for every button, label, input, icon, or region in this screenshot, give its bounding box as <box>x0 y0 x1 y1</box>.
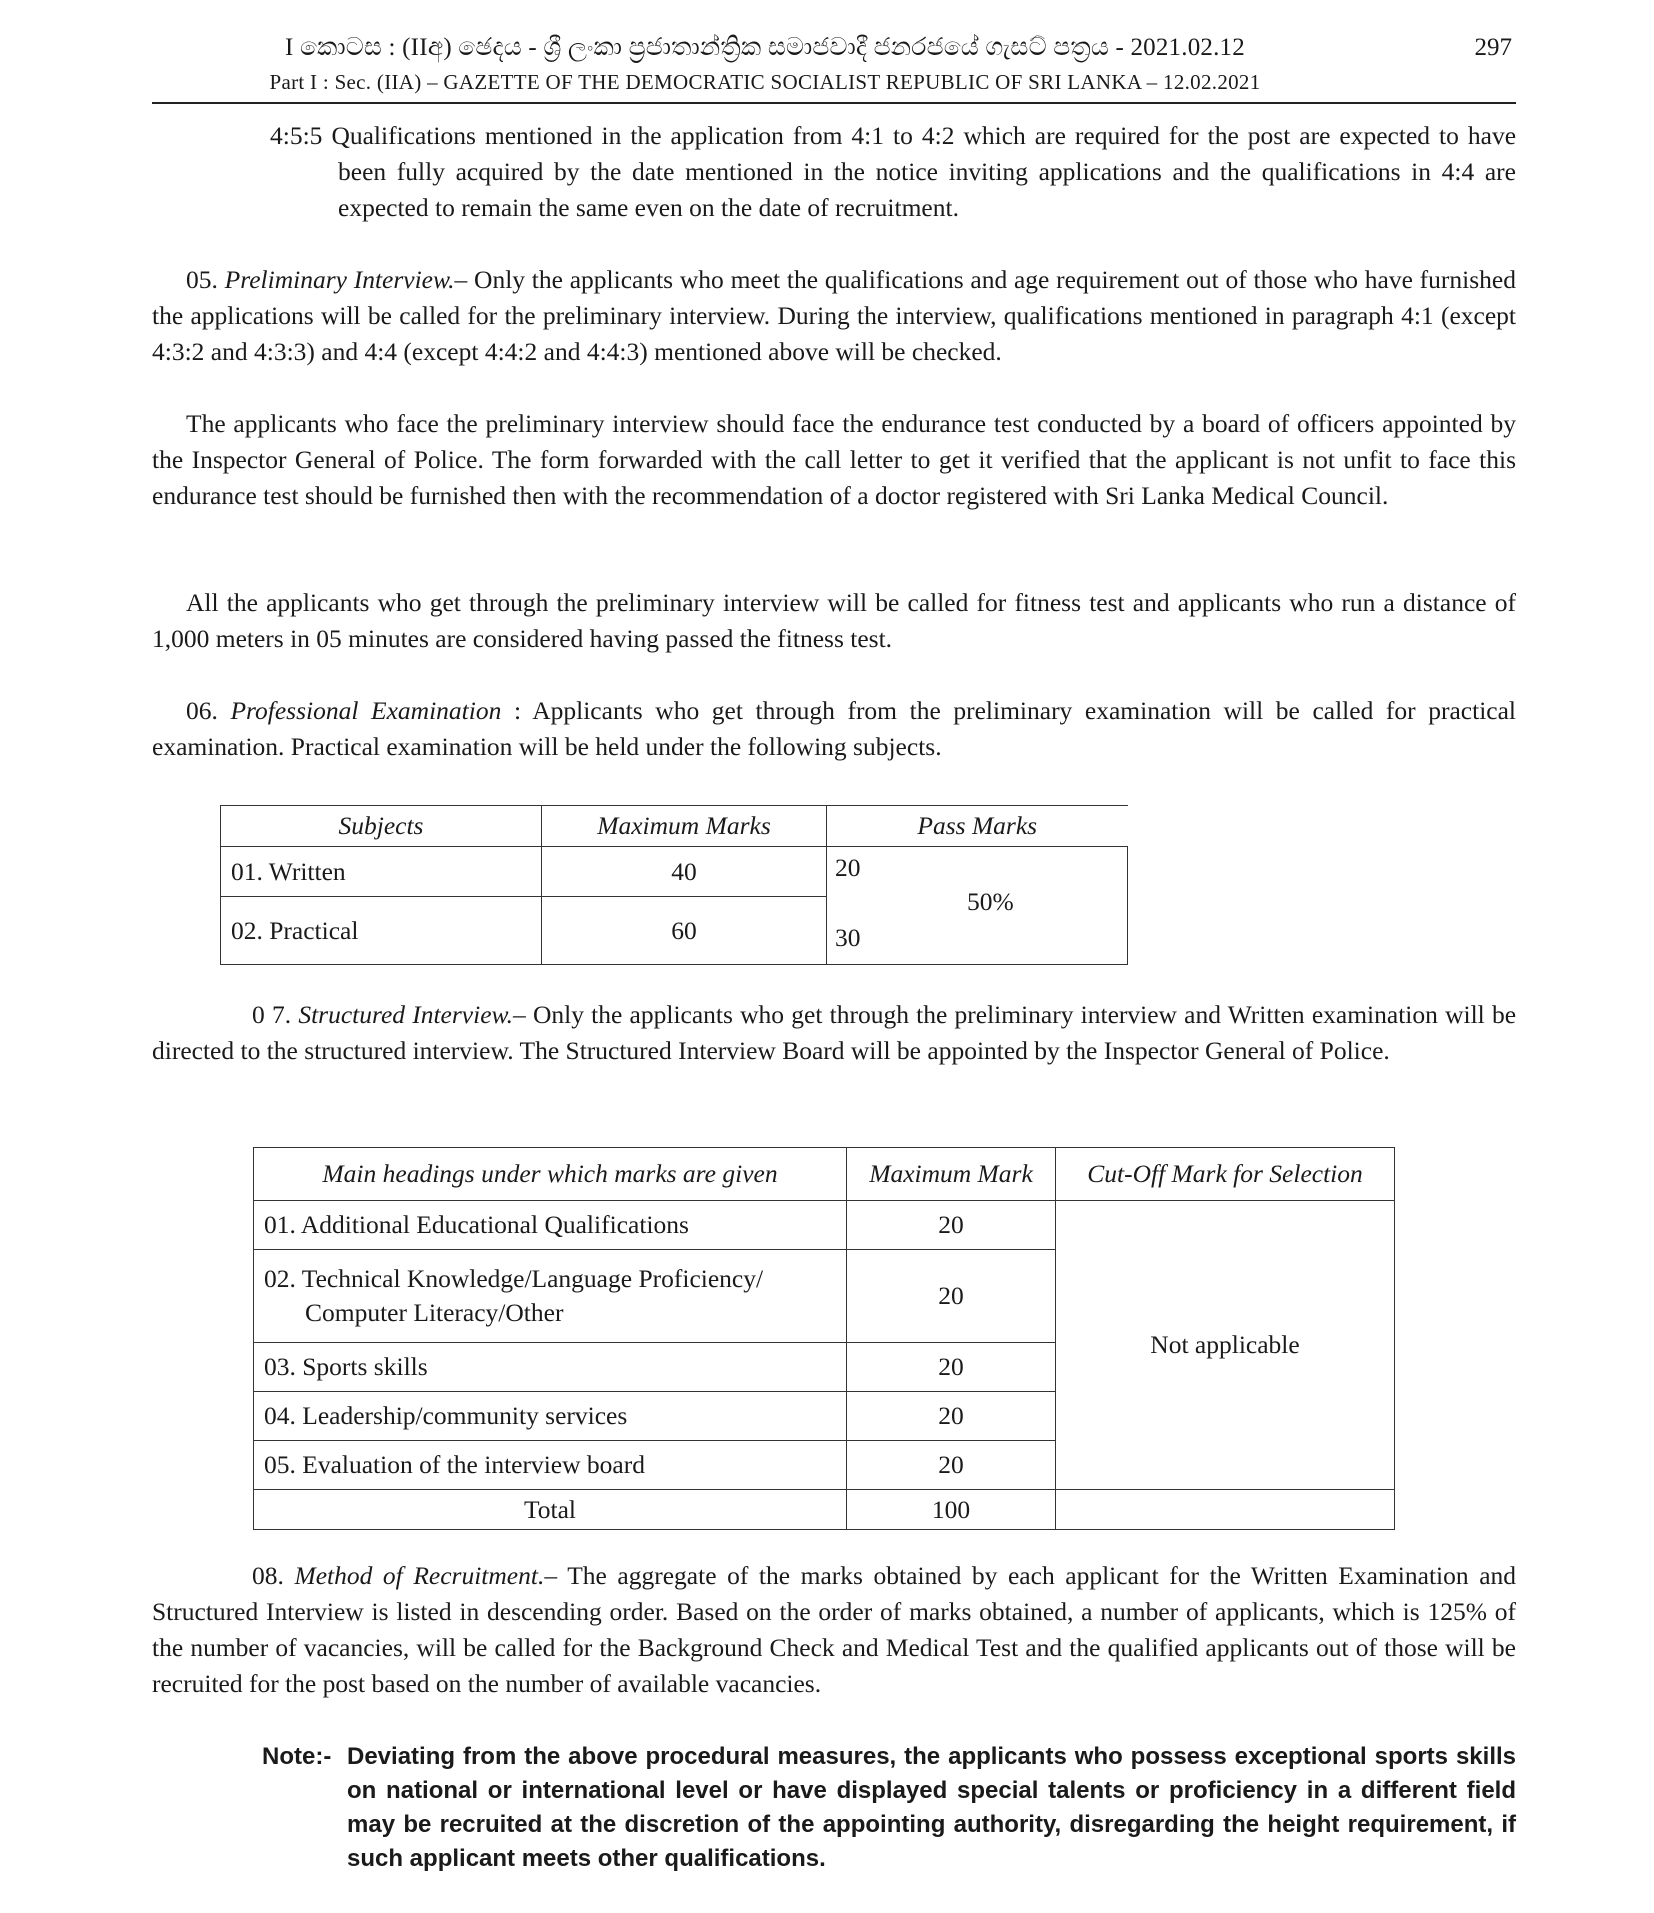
total-row <box>254 1490 1395 1530</box>
note-label: Note:- <box>262 1743 332 1770</box>
column-header: Subjects <box>221 806 542 847</box>
paragraph-number: 4:5:5 <box>270 121 323 150</box>
column-header: Maximum Mark <box>847 1148 1056 1201</box>
table-row <box>221 847 1128 897</box>
max-mark-cell: 20 <box>847 1392 1056 1441</box>
heading-cell: 05. Evaluation of the interview board <box>254 1441 847 1490</box>
section-text: – The aggregate of the marks obtained by each applicant for the Written Examination and Structured Interview is listed in descending order. Based on the order of marks obtained, a number of applicants, which is 125% of the number of vacancies, will be called for the Background Check and Medical Test and the qualified applicants out of those will be recruited for the post based on the number of available vacancies. <box>152 1561 1517 1698</box>
section-07 <box>152 997 1516 1069</box>
pass-percent: 50% <box>967 887 1014 916</box>
total-label: Total <box>254 1490 847 1530</box>
heading-cell <box>254 1250 847 1343</box>
max-marks-cell: 40 <box>542 847 827 897</box>
column-header: Maximum Marks <box>542 806 827 847</box>
section-05 <box>152 262 1516 370</box>
section-title: Method of Recruitment. <box>294 1561 545 1590</box>
max-mark-cell: 20 <box>847 1250 1056 1343</box>
table-header-row <box>221 806 1128 847</box>
page-number: 297 <box>1474 34 1512 61</box>
table-row <box>254 1201 1395 1250</box>
gazette-header-sinhala: I කොටස : (IIඅ) ඡෙදය - ශ්‍රී ලංකා ප්‍රජාතාන්ත්‍රික සමාජවාදී ජනරජයේ ගැසට් පත්‍රය - 2021.02.12 <box>285 34 1245 61</box>
section-08 <box>152 1558 1516 1702</box>
max-mark-cell: 20 <box>847 1441 1056 1490</box>
paragraph-4-5-5 <box>270 118 1516 226</box>
empty-cell <box>1056 1490 1395 1530</box>
column-header: Main headings under which marks are given <box>254 1148 847 1201</box>
section-title: Structured Interview. <box>298 1000 514 1029</box>
section-title: Preliminary Interview. <box>224 265 455 294</box>
max-marks-cell: 60 <box>542 897 827 965</box>
section-05-para-2: The applicants who face the preliminary interview should face the endurance test conducted by a board of officers appointed by the Inspector General of Police. The form forwarded with the call letter to get it verified that the applicant is not unfit to face this endurance test should be furnished then with the recommendation of a doctor registered with Sri Lanka Medical Council. <box>152 409 1516 510</box>
section-05-para-3: All the applicants who get through the preliminary interview will be called for fitness test and applicants who run a distance of 1,000 meters in 05 minutes are considered having passed the fitness test. <box>152 588 1516 653</box>
section-number: 06. <box>186 696 218 725</box>
heading-line-1: 02. Technical Knowledge/Language Proficiency/ <box>264 1264 764 1293</box>
subject-cell: 02. Practical <box>221 897 542 965</box>
pass-mark-practical: 30 <box>835 923 861 952</box>
heading-cell: 04. Leadership/community services <box>254 1392 847 1441</box>
max-mark-cell: 20 <box>847 1201 1056 1250</box>
section-06 <box>152 693 1516 765</box>
section-text: – Only the applicants who get through the preliminary interview and Written examination will be directed to the structured interview. The Structured Interview Board will be appointed by the Inspector General of Police. <box>152 1000 1517 1065</box>
pass-mark-written: 20 <box>835 853 861 882</box>
section-number: 08. <box>252 1561 284 1590</box>
section-text: : Applicants who get through from the preliminary examination will be called for practical examination. Practical examination will be held under the following subjects. <box>152 696 1517 761</box>
note-text: Deviating from the above procedural measures, the applicants who possess exceptional sports skills on national or international level or have displayed special talents or proficiency in a different field may be recruited at the discretion of the appointing authority, disregarding the height requirement, if such applicant meets other qualifications. <box>347 1743 1516 1872</box>
structured-interview-table <box>253 1147 1395 1530</box>
paragraph-text: Qualifications mentioned in the application from 4:1 to 4:2 which are required for the post are expected to have been fully acquired by the date mentioned in the notice inviting applications and the qualifications in 4:4 are expected to remain the same even on the date of recruitment. <box>331 121 1517 222</box>
heading-line-2: Computer Literacy/Other <box>305 1298 564 1327</box>
cutoff-cell: Not applicable <box>1056 1201 1395 1490</box>
section-number: 0 7. <box>252 1000 292 1029</box>
section-text: – Only the applicants who meet the qualifications and age requirement out of those who have furnished the applications will be called for the preliminary interview. During the interview, qualifications mentioned in paragraph 4:1 (except 4:3:2 and 4:3:3) and 4:4 (except 4:4:2 and 4:4:3) mentioned above will be checked. <box>152 265 1516 366</box>
gazette-header-english: Part I : Sec. (IIA) – GAZETTE OF THE DEMOCRATIC SOCIALIST REPUBLIC OF SRI LANKA – 12.02.2021 <box>269 70 1261 94</box>
section-title: Professional Examination <box>230 696 502 725</box>
section-number: 05. <box>186 265 218 294</box>
professional-exam-table <box>220 805 1128 965</box>
max-mark-cell: 20 <box>847 1343 1056 1392</box>
column-header: Cut-Off Mark for Selection <box>1056 1148 1395 1201</box>
pass-marks-cell <box>827 847 1128 965</box>
table-header-row <box>254 1148 1395 1201</box>
header-rule <box>152 102 1516 104</box>
heading-cell: 01. Additional Educational Qualifications <box>254 1201 847 1250</box>
column-header: Pass Marks <box>827 806 1128 847</box>
total-value: 100 <box>847 1490 1056 1530</box>
heading-cell: 03. Sports skills <box>254 1343 847 1392</box>
subject-cell: 01. Written <box>221 847 542 897</box>
